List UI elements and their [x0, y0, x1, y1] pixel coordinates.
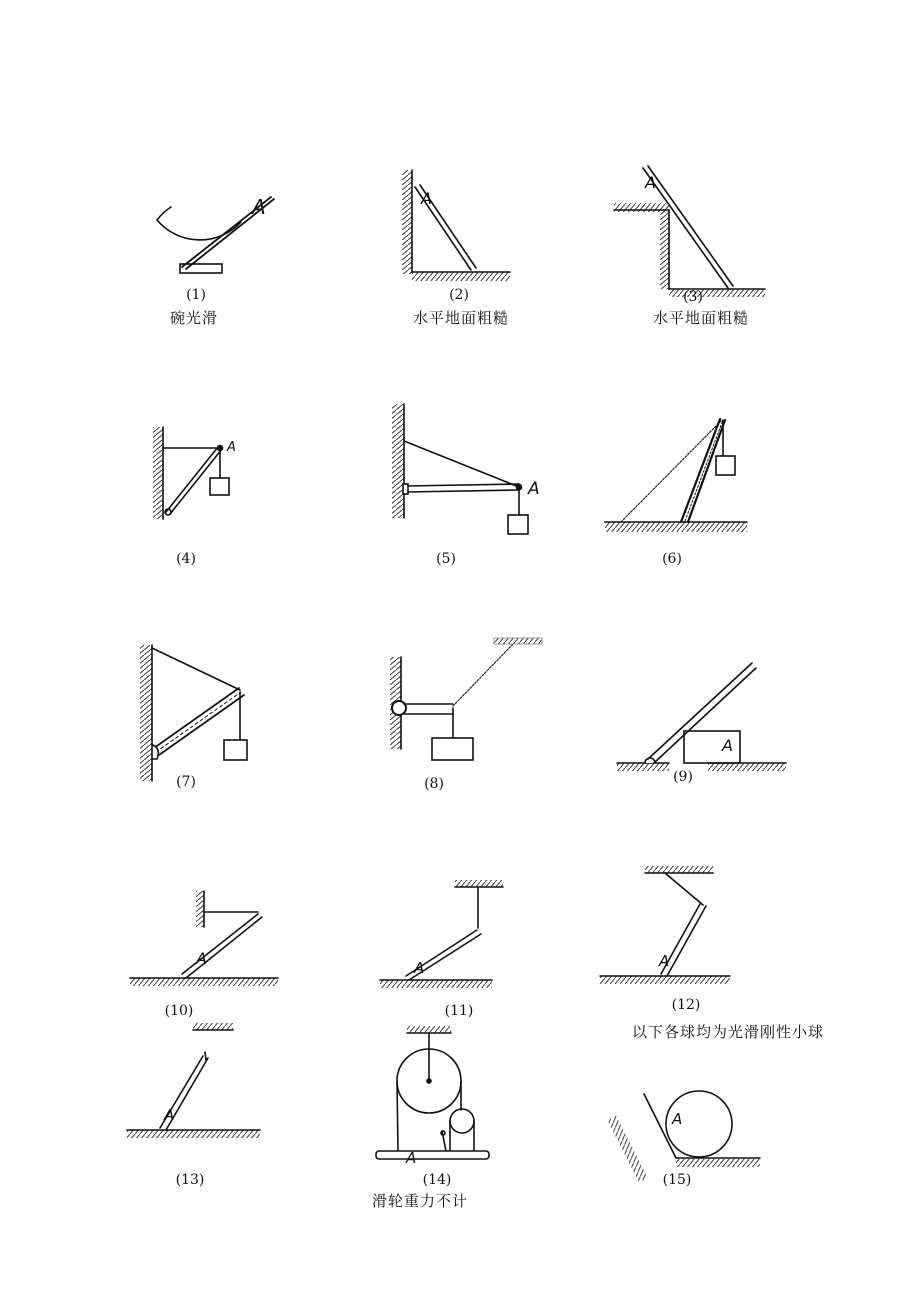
figure-7-inclined-boom — [140, 645, 247, 781]
figure-3-label: (3) — [683, 289, 703, 305]
figure-13-letter: A — [164, 1106, 175, 1124]
figure-3-letter: A — [645, 173, 656, 192]
figure-1-bowl-rod — [157, 195, 274, 273]
figure-15-label: (15) — [662, 1172, 692, 1188]
figure-5-letter: A — [528, 479, 540, 499]
figure-9-label: (9) — [673, 769, 693, 785]
figure-8-label: (8) — [424, 776, 444, 792]
figure-1-caption: 碗光滑 — [169, 309, 219, 327]
figure-15-letter: A — [672, 1110, 683, 1128]
figure-12-letter: A — [659, 952, 670, 970]
figure-10-rod-rope — [130, 891, 278, 986]
figure-3-step-rod — [614, 166, 765, 297]
figure-14-letter: A — [406, 1149, 417, 1167]
figure-5-label: (5) — [436, 551, 456, 567]
figure-13-rod-vertical — [127, 1023, 260, 1138]
figure-10-letter: A — [196, 949, 207, 968]
figure-4-letter: A — [227, 440, 236, 455]
figure-4-bracket — [153, 427, 236, 519]
figure-6-label: (6) — [662, 551, 682, 567]
figure-14-label: (14) — [422, 1172, 452, 1188]
figure-4-label: (4) — [176, 551, 196, 567]
figure-15-ball-groove — [607, 1091, 760, 1183]
figure-11-rod-ceiling — [380, 880, 503, 988]
section-note: 以下各球均为光滑刚性小球 — [631, 1023, 825, 1041]
figure-1-letter: A — [252, 195, 266, 219]
figure-9-rod-on-block — [617, 663, 786, 771]
figure-13-label: (13) — [175, 1172, 205, 1188]
figure-12-label: (12) — [671, 997, 701, 1013]
figure-12-rod-slant-rope — [600, 866, 730, 984]
figure-2-letter: A — [421, 189, 432, 208]
figure-14-caption: 滑轮重力不计 — [371, 1192, 469, 1210]
figure-2-wall-rod — [402, 170, 510, 281]
figure-11-label: (11) — [444, 1003, 474, 1019]
figure-2-caption: 水平地面粗糙 — [412, 309, 510, 327]
figure-11-letter: A — [414, 959, 425, 977]
figure-8-hinged-boom — [390, 638, 542, 760]
figure-10-label: (10) — [164, 1003, 194, 1019]
figure-2-label: (2) — [449, 287, 469, 303]
figure-7-label: (7) — [176, 774, 196, 790]
figure-6-guyed-pole — [605, 419, 747, 532]
figure-3-caption: 水平地面粗糙 — [652, 309, 750, 327]
figure-5-horizontal-boom — [392, 404, 540, 534]
figure-9-letter: A — [722, 736, 733, 755]
figure-14-pulley-board — [376, 1026, 489, 1167]
figure-1-label: (1) — [186, 287, 206, 303]
